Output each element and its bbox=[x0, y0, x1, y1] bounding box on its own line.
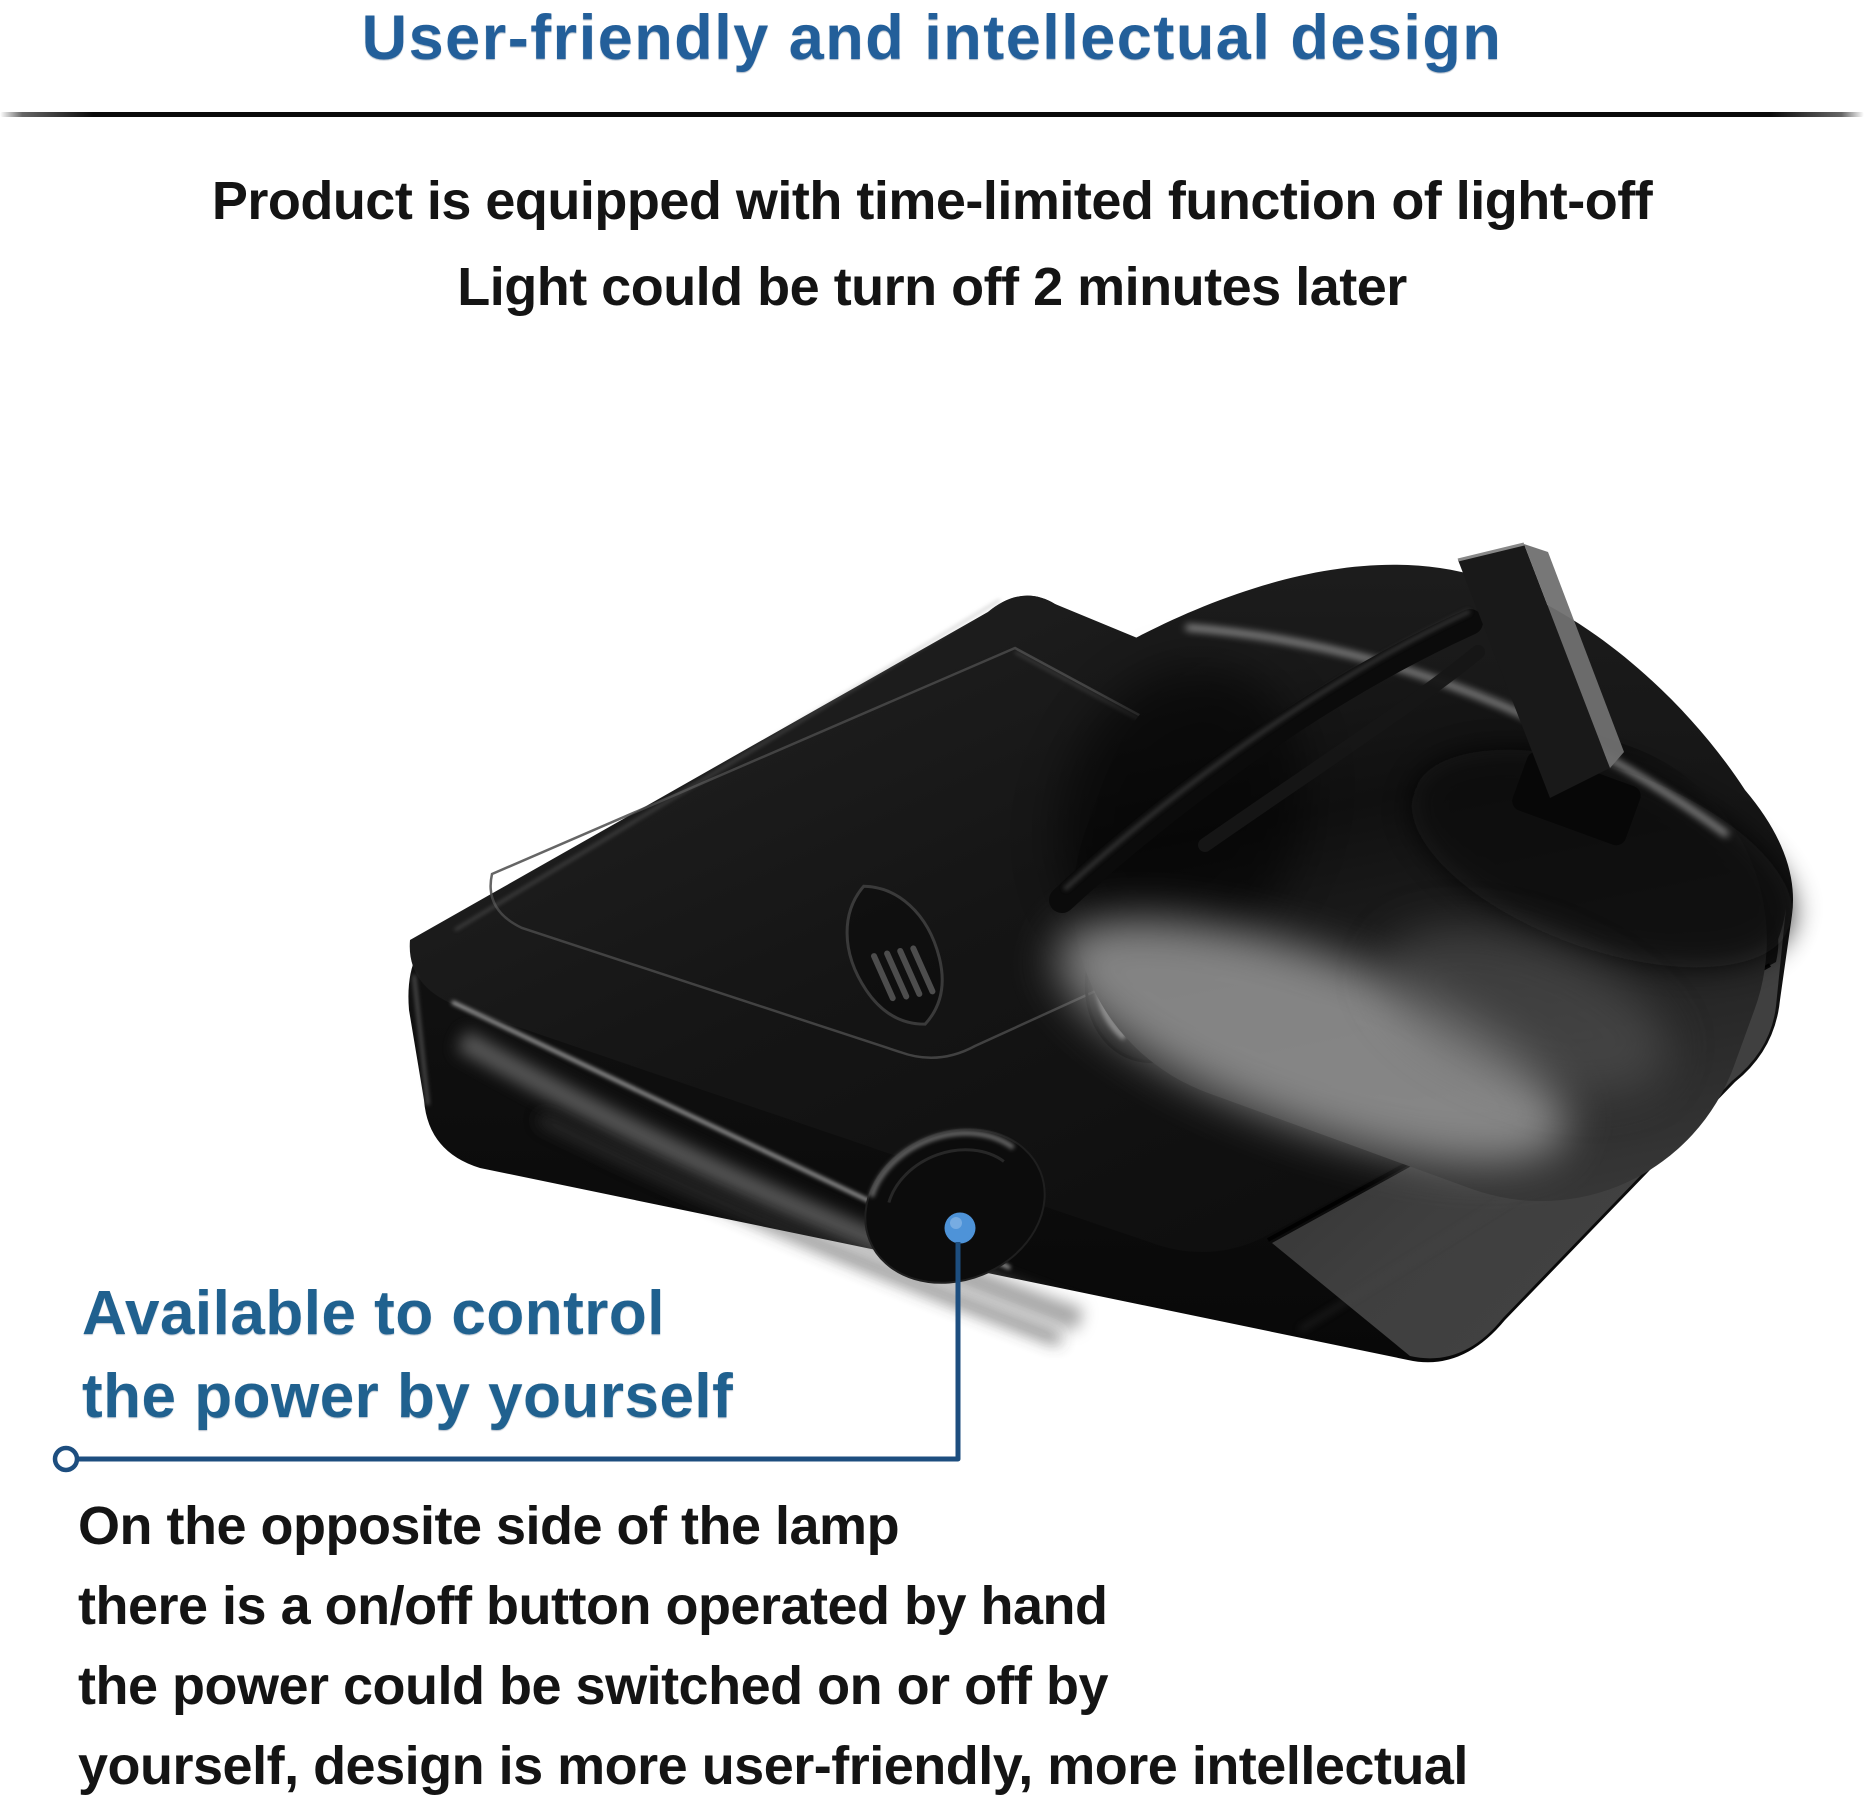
callout-dot bbox=[945, 1213, 976, 1244]
footer-line: there is a on/off button operated by hand bbox=[78, 1576, 1108, 1636]
intro-line-1: Product is equipped with time-limited function of light-off bbox=[211, 171, 1653, 231]
callout-end-circle bbox=[55, 1448, 77, 1470]
footer-line: yourself, design is more user-friendly, more intellectual bbox=[78, 1736, 1468, 1796]
footer-paragraph bbox=[78, 1486, 1468, 1800]
footer-line: the power could be switched on or off by bbox=[78, 1656, 1109, 1716]
intro-line-2: Light could be turn off 2 minutes later bbox=[457, 257, 1407, 317]
footer-line: On the opposite side of the lamp bbox=[78, 1496, 900, 1556]
callout-heading-line-1: Available to control bbox=[82, 1279, 666, 1348]
callout-heading-line-2: the power by yourself bbox=[82, 1362, 734, 1431]
callout-heading bbox=[82, 1272, 733, 1438]
page-title: User-friendly and intellectual design bbox=[361, 3, 1503, 73]
